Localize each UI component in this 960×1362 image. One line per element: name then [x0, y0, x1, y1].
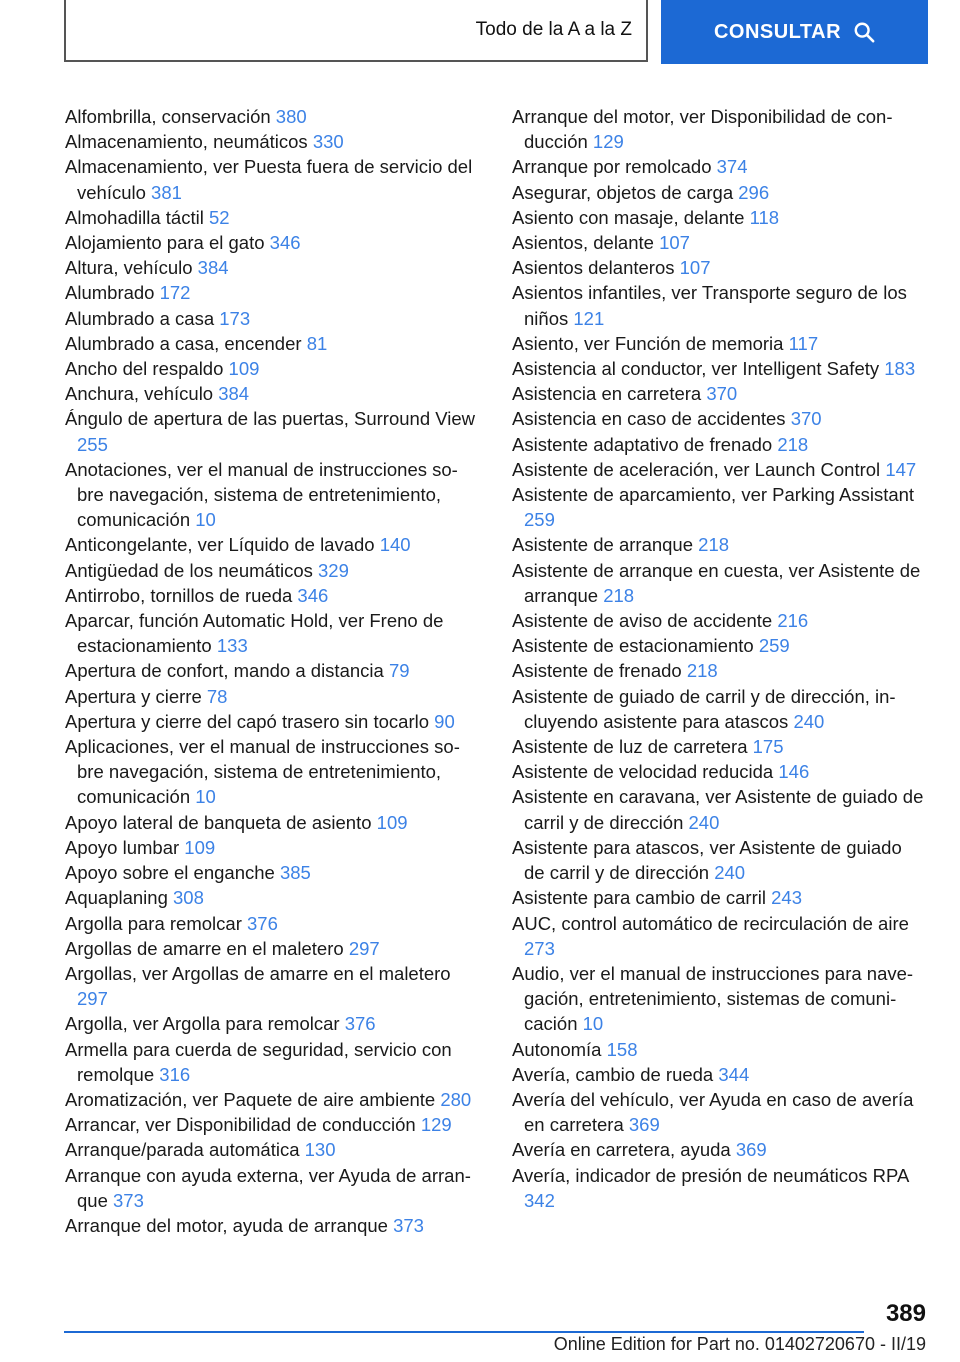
index-entry-text: Asientos delanteros — [512, 257, 675, 279]
page-link[interactable]: 259 — [524, 509, 555, 531]
page-link[interactable]: 10 — [195, 786, 216, 808]
page-link[interactable]: 329 — [318, 559, 349, 581]
index-entry — [512, 1163, 926, 1213]
index-entry-text: Antirrobo, tornillos de rueda — [65, 584, 293, 606]
index-entry — [65, 658, 477, 683]
page-link[interactable]: 255 — [77, 433, 108, 455]
index-entry — [65, 810, 477, 835]
index-entry-text: Anotaciones, ver el manual de instrucciones sobre navegación, sistema de entretenimiento, comunicación — [65, 458, 458, 531]
page-link[interactable]: 296 — [738, 181, 770, 203]
index-entry — [512, 658, 926, 683]
page-link[interactable]: 158 — [606, 1038, 638, 1060]
index-entry-text: Asistente para cambio de carril — [512, 887, 766, 909]
page-link[interactable]: 381 — [151, 181, 182, 203]
page-link[interactable]: 90 — [434, 710, 455, 732]
index-entry-text: Avería, cambio de rueda — [512, 1063, 714, 1085]
index-entry-text: Arranque del motor, ayuda de arranque — [65, 1214, 388, 1236]
index-entry-text: Alfombrilla, conservación — [65, 106, 271, 127]
index-entry — [65, 306, 477, 331]
index-entry-text: Asistente de estacionamiento — [512, 635, 754, 657]
index-entry-text: Asistente de aceleración, ver Launch Control — [512, 458, 881, 480]
index-entry-text: Aplicaciones, ver el manual de instrucciones sobre navegación, sistema de entretenimiento, comunicación — [65, 736, 460, 808]
index-entry-text: Argolla, ver Argolla para remolcar — [65, 1013, 340, 1035]
page-link[interactable]: 129 — [592, 131, 624, 153]
page-link[interactable]: 330 — [312, 131, 344, 153]
page-link[interactable]: 218 — [777, 433, 809, 455]
page-link[interactable]: 121 — [573, 307, 605, 329]
index-entry-text: Altura, vehículo — [65, 257, 193, 279]
index-entry — [512, 961, 926, 1037]
index-entry-text: Arranque por remolcado — [512, 156, 712, 178]
index-entry — [512, 885, 926, 910]
page-link[interactable]: 133 — [216, 635, 248, 657]
index-entry — [65, 457, 477, 533]
index-entry — [65, 1087, 477, 1112]
index-entry-text: Apoyo lumbar — [65, 836, 180, 858]
page-link[interactable]: 259 — [758, 635, 790, 657]
index-entry — [512, 280, 926, 330]
index-entry-text: Audio, ver el manual de instrucciones para navegación, entretenimiento, sistemas de comunicación — [512, 962, 914, 1035]
index-entry-text: Apertura de confort, mando a distancia — [65, 660, 384, 682]
index-entry — [65, 331, 477, 356]
index-entry-text: Autonomía — [512, 1038, 602, 1060]
index-entry-text: Antigüedad de los neumáticos — [65, 559, 313, 581]
index-entry — [512, 784, 926, 834]
index-entry-text: Arranque del motor, ver Disponibilidad de conducción — [512, 106, 893, 153]
index-entry-text: Almacenamiento, neumáticos — [65, 131, 308, 153]
index-entry — [65, 684, 477, 709]
index-entry-text: Arranque/parada automática — [65, 1139, 300, 1161]
index-entry — [65, 1112, 477, 1137]
index-entry — [65, 406, 477, 456]
index-entry — [65, 1011, 477, 1036]
index-entry-text: Alumbrado a casa — [65, 307, 215, 329]
index-entry — [512, 1137, 926, 1162]
page-link[interactable]: 218 — [698, 534, 730, 556]
page-link[interactable]: 218 — [686, 660, 718, 682]
page-link[interactable]: 130 — [304, 1139, 336, 1161]
index-entry-text: Asientos infantiles, ver Transporte seguro de los niños — [512, 282, 907, 329]
page-link[interactable]: 146 — [778, 761, 810, 783]
index-entry-text: Arrancar, ver Disponibilidad de conducción — [65, 1114, 416, 1136]
index-entry — [65, 230, 477, 255]
index-entry — [512, 633, 926, 658]
page-link[interactable]: 384 — [218, 383, 250, 405]
index-entry-text: Asiento con masaje, delante — [512, 206, 745, 228]
index-entry-text: Avería, indicador de presión de neumáticos RPA — [512, 1164, 909, 1186]
index-entry — [65, 911, 477, 936]
index-entry-text: Apertura y cierre del capó trasero sin tocarlo — [65, 710, 430, 732]
index-entry — [512, 1062, 926, 1087]
page-link[interactable]: 373 — [113, 1189, 144, 1211]
index-entry — [512, 684, 926, 734]
index-entry — [512, 104, 926, 154]
page-link[interactable]: 117 — [788, 332, 819, 354]
index-entry-text: Asistente de aparcamiento, ver Parking Assistant — [512, 484, 915, 506]
page-link[interactable]: 346 — [297, 584, 329, 606]
page-link[interactable]: 316 — [159, 1063, 191, 1085]
index-entry — [65, 583, 477, 608]
index-entry-text: Asistente de arranque — [512, 534, 694, 556]
page-header — [64, 0, 928, 64]
index-entry-text: Ancho del respaldo — [65, 358, 224, 380]
page-link[interactable]: 109 — [228, 358, 260, 380]
page-link[interactable]: 342 — [524, 1189, 555, 1211]
index-entry-text: Aparcar, función Automatic Hold, ver Freno de estacionamiento — [65, 610, 444, 657]
consult-button-label: CONSULTAR — [713, 20, 842, 43]
index-entry — [65, 1037, 477, 1087]
page-link[interactable]: 373 — [393, 1214, 424, 1236]
page-link[interactable]: 380 — [275, 106, 307, 127]
index-entry — [512, 381, 926, 406]
page-link[interactable]: 374 — [716, 156, 748, 178]
page-link[interactable]: 273 — [524, 937, 555, 959]
page-link[interactable]: 297 — [77, 988, 108, 1010]
page-link[interactable]: 240 — [688, 811, 720, 833]
page-link[interactable]: 369 — [735, 1139, 767, 1161]
page-link[interactable]: 78 — [206, 685, 228, 707]
edition-footer: Online Edition for Part no. 01402720670 - II/19 — [553, 1334, 926, 1354]
index-entry — [512, 759, 926, 784]
index-entry — [65, 255, 477, 280]
page-link[interactable]: 172 — [159, 282, 191, 304]
page-link[interactable]: 218 — [603, 584, 635, 606]
index-entry — [512, 356, 926, 381]
index-entry-text: Asistente de arranque en cuesta, ver Asistente de arranque — [512, 559, 921, 606]
page-link[interactable]: 346 — [269, 232, 301, 254]
index-entry — [65, 356, 477, 381]
index-column-left — [65, 104, 477, 1238]
index-entry-text: Asistente de velocidad reducida — [512, 761, 774, 783]
index-entry — [65, 885, 477, 910]
index-entry — [512, 911, 926, 961]
index-entry — [512, 406, 926, 431]
index-entry — [512, 432, 926, 457]
page-link[interactable]: 79 — [388, 660, 410, 682]
page-link[interactable]: 370 — [706, 383, 738, 405]
index-entry-text: Alojamiento para el gato — [65, 232, 265, 254]
index-entry — [65, 205, 477, 230]
page-link[interactable]: 118 — [749, 206, 780, 228]
page-link[interactable]: 107 — [659, 232, 690, 254]
index-entry-text: Asistente en caravana, ver Asistente de guiado de carril y de dirección — [512, 786, 924, 833]
index-entry-text: Anchura, vehículo — [65, 383, 214, 405]
page-link[interactable]: 376 — [344, 1013, 376, 1035]
index-entry — [65, 532, 477, 557]
index-entry — [65, 381, 477, 406]
page-link[interactable]: 369 — [628, 1114, 660, 1136]
index-entry — [512, 180, 926, 205]
index-entry — [512, 835, 926, 885]
index-entry-text: Alumbrado a casa, encender — [65, 332, 302, 354]
page-link[interactable]: 385 — [279, 862, 311, 884]
index-entry-text: Ángulo de apertura de las puertas, Surround View — [65, 408, 476, 430]
index-entry-text: Anticongelante, ver Líquido de lavado — [65, 534, 375, 556]
index-entry-text: Almohadilla táctil — [65, 206, 204, 228]
page-link[interactable]: 109 — [376, 811, 408, 833]
page-link[interactable]: 280 — [440, 1088, 472, 1110]
footer-divider — [64, 1331, 864, 1333]
index-entry-text: Aromatización, ver Paquete de aire ambiente — [65, 1088, 436, 1110]
index-entry-text: Asistente para atascos, ver Asistente de guiado de carril y de dirección — [512, 836, 902, 884]
tab-a-to-z-label: Todo de la A a la Z — [475, 19, 632, 40]
index-entry-text: Almacenamiento, ver Puesta fuera de servicio del vehículo — [65, 156, 473, 203]
index-entry-text: Asistente de guiado de carril y de dirección, incluyendo asistente para atascos — [512, 685, 896, 732]
index-entry-text: Argollas de amarre en el maletero — [65, 937, 344, 959]
index-entry — [512, 230, 926, 255]
index-entry — [65, 961, 477, 1011]
index-entry — [512, 1037, 926, 1062]
index-entry-text: Asientos, delante — [512, 232, 654, 254]
index-entry — [65, 1137, 477, 1162]
index-entry-text: Asistencia al conductor, ver Intelligent Safety — [512, 358, 880, 380]
index-entry-text: Argolla para remolcar — [65, 912, 242, 934]
page-number: 389 — [885, 1300, 926, 1327]
page-link[interactable]: 308 — [173, 887, 204, 909]
page-link[interactable]: 243 — [771, 887, 802, 909]
index-entry-text: Argollas, ver Argollas de amarre en el maletero — [65, 962, 451, 984]
page-link[interactable]: 297 — [348, 937, 380, 959]
index-entry — [65, 709, 477, 734]
index-entry-text: Asistente de aviso de accidente — [512, 610, 773, 632]
index-entry — [512, 482, 926, 532]
index-entry-text: Aquaplaning — [65, 887, 168, 909]
index-entry — [65, 154, 477, 204]
index-entry-text: Apoyo lateral de banqueta de asiento — [65, 811, 372, 833]
index-entry — [512, 331, 926, 356]
index-entry — [512, 1087, 926, 1137]
consult-button[interactable] — [661, 0, 928, 64]
tab-a-to-z[interactable] — [64, 0, 648, 62]
index-entry-text: Avería en carretera, ayuda — [512, 1139, 731, 1161]
page-link[interactable]: 240 — [793, 710, 825, 732]
index-entry-text: Apoyo sobre el enganche — [65, 862, 275, 884]
index-entry-text: Asegurar, objetos de carga — [512, 181, 734, 203]
index-entry-text: Armella para cuerda de seguridad, servicio con remolque — [65, 1038, 452, 1085]
page-link[interactable]: 147 — [885, 458, 917, 480]
index-entry-text: Apertura y cierre — [65, 685, 202, 707]
index-entry — [512, 734, 926, 759]
index-entry — [512, 558, 926, 608]
index-entry — [512, 154, 926, 179]
page-link[interactable]: 173 — [219, 307, 251, 329]
page-link[interactable]: 81 — [306, 332, 328, 354]
page-link[interactable]: 52 — [208, 206, 230, 228]
page-link[interactable]: 216 — [777, 610, 809, 632]
index-column-right — [512, 104, 926, 1213]
index-entry-text: Asistente de frenado — [512, 660, 682, 682]
index-entry — [65, 129, 477, 154]
page-link[interactable]: 376 — [247, 912, 278, 934]
page-link[interactable]: 129 — [420, 1114, 452, 1136]
index-entry — [65, 280, 477, 305]
index-entry — [512, 608, 926, 633]
index-entry-text: AUC, control automático de recirculación de aire — [512, 912, 909, 934]
page-link[interactable]: 107 — [679, 257, 711, 279]
index-entry — [512, 532, 926, 557]
index-entry — [65, 558, 477, 583]
index-entry — [65, 104, 477, 129]
index-entry-text: Avería del vehículo, ver Ayuda en caso de avería en carretera — [512, 1088, 914, 1136]
page-link[interactable]: 370 — [790, 408, 822, 430]
index-entry-text: Alumbrado — [65, 282, 155, 304]
page-link[interactable]: 175 — [752, 736, 784, 758]
index-entry — [65, 1163, 477, 1213]
page-link[interactable]: 344 — [718, 1063, 750, 1085]
index-entry — [512, 205, 926, 230]
index-entry-text: Asistencia en carretera — [512, 383, 702, 405]
page-link[interactable]: 140 — [379, 534, 411, 556]
page-link[interactable]: 109 — [184, 836, 216, 858]
search-icon — [853, 21, 875, 43]
page-link[interactable]: 240 — [714, 862, 746, 884]
page-link[interactable]: 10 — [582, 1013, 604, 1035]
index-entry — [65, 936, 477, 961]
index-entry — [65, 608, 477, 658]
index-entry — [512, 255, 926, 280]
index-entry — [65, 860, 477, 885]
index-entry — [65, 734, 477, 810]
page-link[interactable]: 10 — [195, 509, 216, 531]
index-entry — [65, 1213, 477, 1238]
index-entry — [512, 457, 926, 482]
page-link[interactable]: 183 — [884, 358, 916, 380]
index-entry — [65, 835, 477, 860]
index-entry-text: Asistente adaptativo de frenado — [512, 433, 773, 455]
index-entry-text: Asiento, ver Función de memoria — [512, 332, 784, 354]
index-entry-text: Arranque con ayuda externa, ver Ayuda de arranque — [65, 1164, 471, 1211]
index-entry-text: Asistencia en caso de accidentes — [512, 408, 786, 430]
page-link[interactable]: 384 — [197, 257, 229, 279]
index-entry-text: Asistente de luz de carretera — [512, 736, 748, 758]
